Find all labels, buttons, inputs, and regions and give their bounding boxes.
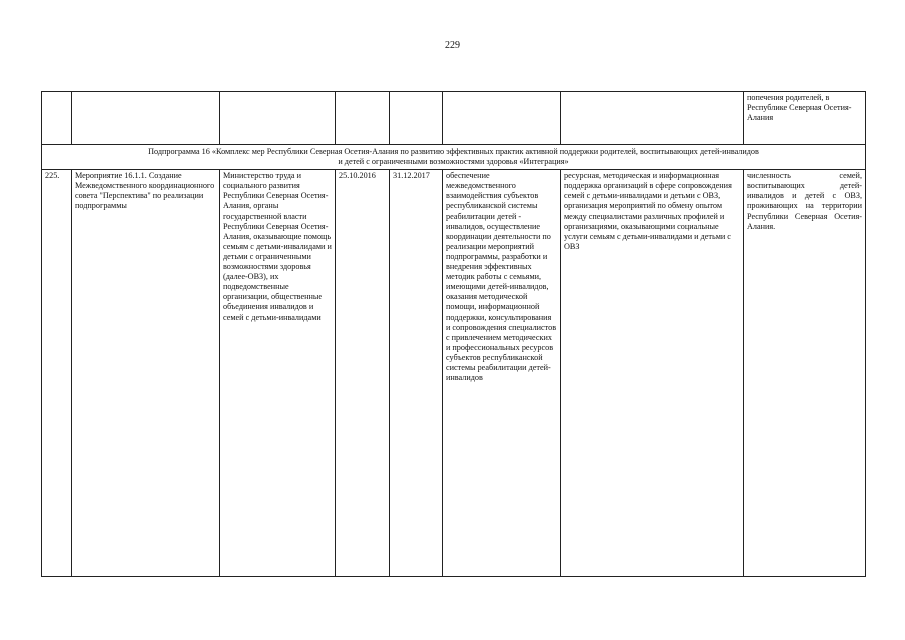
cell-indicator: попечения родителей, в Республике Северная Осетия-Алания [744, 92, 866, 145]
table-row [42, 170, 866, 577]
description-part-1: ресурсная, методическая и информационная поддержка организаций в сфере сопровождения семей с детьми-инвалидами и детьми с ОВЗ, [564, 171, 732, 201]
cell-number [42, 92, 72, 145]
subprogram-header-row [42, 145, 866, 170]
program-table [41, 91, 866, 577]
end-date: 31.12.2017 [390, 170, 443, 577]
cell-executors [220, 92, 336, 145]
subprogram-title-line1: Подпрограмма 16 «Комплекс мер Республики Северная Осетия-Алания по развитию эффективных практик активной поддержки родителей, воспитывающих детей-инвалидов [148, 147, 759, 156]
executors: Министерство труда и социального развития Республики Северная Осетия-Алания, органы государственной власти Республики Северная Осетия-Алания, оказывающие помощь семьям с детьми-инвалидами и детьми с ограниченными возможностями здоровья (далее-ОВЗ), их подведомственные организации, общественные объединения инвалидов и семей с детьми-инвалидами [220, 170, 336, 577]
cell-end-date [390, 92, 443, 145]
expected-result: обеспечение межведомственного взаимодействия субъектов республиканской системы реабилитации детей - инвалидов, осуществление координации деятельности по реализации мероприятий подпрограммы, разработки и внедрения эффективных методик работы с семьями, имеющими детей-инвалидов, оказания методической помощи, информационной поддержки, консультирования и сопровождения специалистов с привлечением методических и профессиональных ресурсов субъектов республиканской системы реабилитации детей-инвалидов [443, 170, 561, 577]
subprogram-title [42, 145, 866, 170]
row-number: 225. [42, 170, 72, 577]
cell-start-date [336, 92, 390, 145]
subprogram-title-line2: и детей с ограниченными возможностями здоровья «Интеграция» [338, 157, 569, 167]
cell-description [561, 92, 744, 145]
activity-description [561, 170, 744, 577]
continuation-row [42, 92, 866, 145]
description-part-2: организация мероприятий по обмену опытом между специалистами различных профилей и организациями, оказывающими социальные услуги семьям с детьми-инвалидами и детьми с ОВЗ [564, 201, 731, 251]
cell-result [443, 92, 561, 145]
page-number: 229 [445, 40, 460, 51]
activity-name: Мероприятие 16.1.1. Создание Межведомственного координационного совета "Перспектива" по реализации подпрограммы [72, 170, 220, 577]
target-indicator: численность семей, воспитывающих детей-инвалидов и детей с ОВЗ, проживающих на территории Республики Северная Осетия-Алания. [744, 170, 866, 577]
cell-activity [72, 92, 220, 145]
start-date: 25.10.2016 [336, 170, 390, 577]
